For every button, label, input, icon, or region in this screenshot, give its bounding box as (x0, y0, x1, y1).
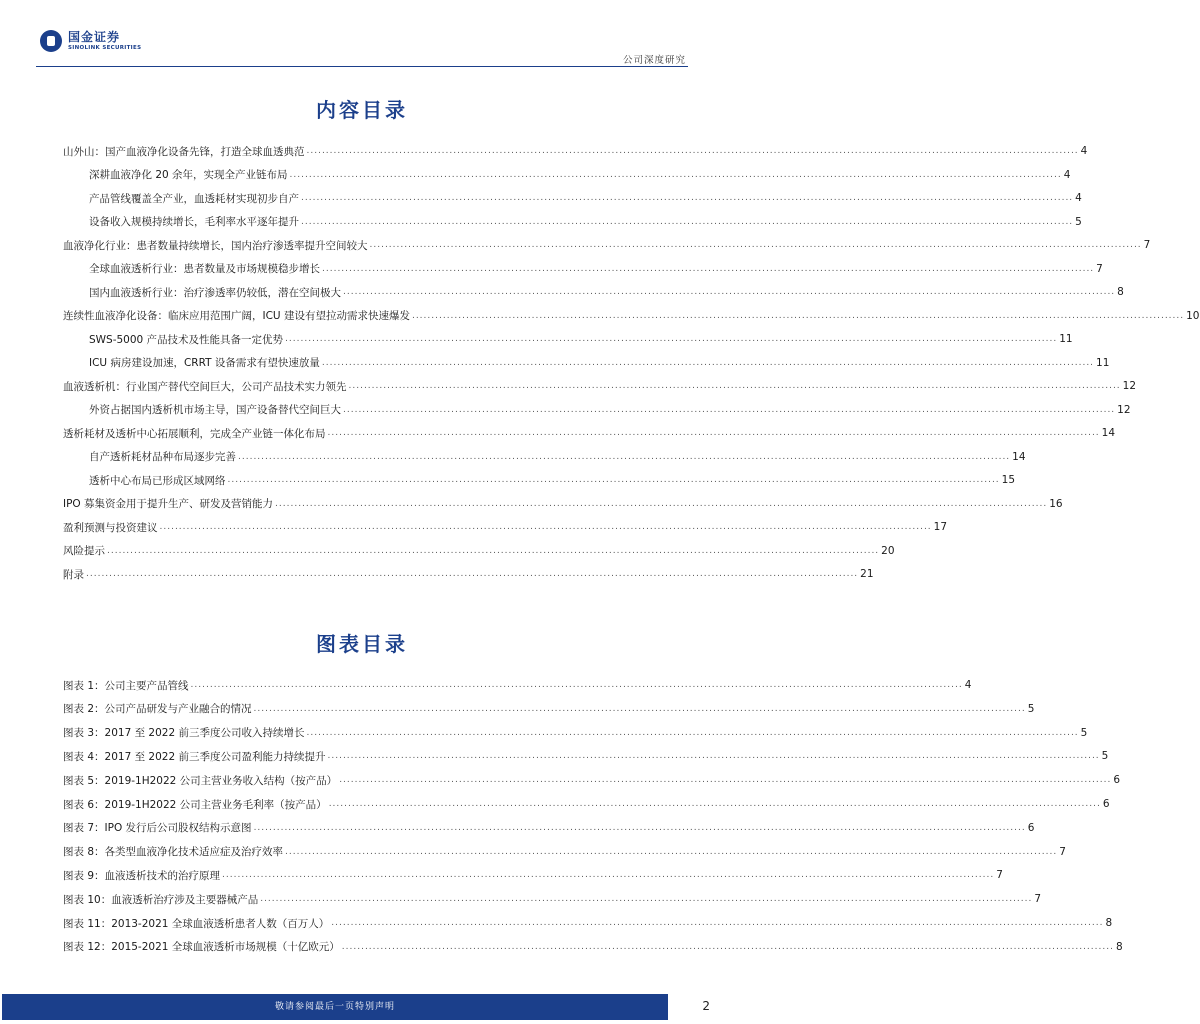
toc-page-number: 4 (1075, 192, 1082, 204)
figure-label: 图表 9： (63, 869, 105, 882)
toc-entry[interactable] (0, 141, 1088, 161)
figure-label: 图表 7： (63, 822, 105, 835)
figure-page-number: 6 (1027, 821, 1035, 834)
toc-entry[interactable] (0, 541, 895, 561)
figure-entry-text: 血液透析技术的治疗原理 (104, 869, 221, 882)
toc-page-number: 15 (1001, 474, 1016, 486)
toc-entry-text: 透析中心布局已形成区域网络 (89, 474, 226, 487)
figure-leader-dots: ........................................................................................................................................................................................................ (341, 941, 1114, 952)
page-footer (0, 994, 724, 1024)
figure-label: 图表 10： (63, 893, 112, 906)
footer-disclaimer: 敬请参阅最后一页特别声明 (2, 994, 668, 1020)
toc-subentry[interactable] (0, 447, 1026, 467)
figure-page-number: 6 (1102, 798, 1110, 810)
toc-page-number: 21 (860, 568, 874, 580)
figure-entry-text: 2013-2021 全球血液透析患者人数（百万人） (111, 917, 330, 930)
toc-page-number: 12 (1122, 380, 1137, 392)
toc-entry[interactable] (0, 423, 1116, 443)
figure-page-number: 7 (996, 869, 1003, 882)
figure-page-number: 4 (964, 679, 972, 691)
toc-page-number: 14 (1101, 427, 1116, 439)
figure-page-number: 7 (1034, 893, 1042, 906)
figure-page-number: 5 (1080, 726, 1088, 739)
figure-entry-text: IPO 发行后公司股权结构示意图 (104, 822, 252, 835)
figure-page-number: 8 (1105, 917, 1113, 929)
figure-leader-dots: ........................................................................................................................................................................................................ (260, 894, 1033, 905)
figure-entry-text: 公司主要产品管线 (104, 679, 189, 692)
figure-entry-text: 血液透析治疗涉及主要器械产品 (111, 893, 259, 906)
toc-subentry[interactable] (0, 282, 1124, 302)
toc-entry[interactable] (0, 306, 1200, 326)
figure-page-number: 6 (1113, 774, 1121, 787)
toc-page-number: 20 (881, 544, 895, 557)
figure-entry-text: 2017 至 2022 前三季度公司收入持续增长 (104, 727, 305, 740)
toc-leader-dots: ........................................................................................................................................................................................................ (159, 522, 932, 532)
figure-leader-dots: ........................................................................................................................................................................................................ (306, 727, 1079, 738)
figure-label: 图表 6： (63, 798, 105, 811)
figure-leader-dots: ........................................................................................................................................................................................................ (253, 703, 1026, 714)
toc-entry[interactable] (0, 564, 874, 584)
header-divider (36, 66, 688, 67)
toc-leader-dots: ........................................................................................................................................................................................................ (327, 428, 1100, 438)
toc-subentry[interactable] (0, 212, 1082, 232)
toc-leader-dots: ........................................................................................................................................................................................................ (306, 146, 1079, 156)
toc-subentry[interactable] (0, 188, 1082, 208)
figure-entry[interactable] (0, 913, 1113, 933)
toc-page-number: 7 (1096, 262, 1103, 275)
toc-entry-text: 设备收入规模持续增长，毛利率水平逐年提升 (89, 216, 299, 228)
toc-page-number: 11 (1096, 356, 1110, 369)
figure-page-number: 7 (1059, 845, 1066, 858)
figure-entry[interactable] (0, 865, 1003, 885)
page-header (0, 0, 724, 68)
figure-label: 图表 5： (63, 774, 105, 787)
figure-leader-dots: ........................................................................................................................................................................................................ (339, 775, 1112, 786)
toc-subentry[interactable] (0, 470, 1016, 490)
toc-page-number: 5 (1075, 215, 1082, 228)
toc-leader-dots: ........................................................................................................................................................................................................ (238, 451, 1011, 462)
toc-leader-dots: ........................................................................................................................................................................................................ (369, 240, 1142, 250)
toc-leader-dots: ........................................................................................................................................................................................................ (285, 334, 1058, 344)
toc-leader-dots: ........................................................................................................................................................................................................ (107, 545, 880, 556)
page-number: 2 (702, 999, 710, 1013)
toc-page-number: 10 (1186, 309, 1200, 322)
toc-entry-text: 附录 (63, 568, 84, 581)
figure-entry[interactable] (0, 889, 1042, 909)
toc-leader-dots: ........................................................................................................................................................................................................ (411, 310, 1185, 321)
figure-entry[interactable] (0, 794, 1110, 814)
toc-page-number: 12 (1117, 403, 1131, 416)
figure-label: 图表 2： (63, 703, 105, 716)
figure-page-number: 5 (1027, 702, 1035, 715)
toc-entry[interactable] (0, 235, 1151, 255)
toc-leader-dots: ........................................................................................................................................................................................................ (289, 169, 1062, 180)
toc-leader-dots: ........................................................................................................................................................................................................ (348, 381, 1121, 391)
toc-page-number: 7 (1143, 239, 1151, 251)
figure-page-number: 5 (1101, 750, 1109, 763)
toc-entry-text: 深耕血液净化 20 余年，实现全产业链布局 (89, 169, 288, 181)
toc-entry-text: SWS-5000 产品技术及性能具备一定优势 (89, 333, 284, 346)
toc-entry[interactable] (0, 376, 1137, 396)
toc-entry-text: 山外山：国产血液净化设备先锋，打造全球血透典范 (63, 145, 305, 158)
figure-leader-dots: ........................................................................................................................................................................................................ (331, 918, 1104, 928)
toc-subentry[interactable] (0, 329, 1073, 349)
toc-entry-text: 国内血液透析行业：治疗渗透率仍较低，潜在空间极大 (89, 286, 341, 299)
figure-leader-dots: ........................................................................................................................................................................................................ (327, 751, 1100, 762)
figure-entry[interactable] (0, 937, 1123, 957)
company-logo (40, 30, 141, 52)
figure-entry-text: 2019-1H2022 公司主营业务收入结构（按产品） (104, 774, 338, 787)
toc-page-number: 8 (1117, 286, 1124, 298)
toc-leader-dots: ........................................................................................................................................................................................................ (301, 193, 1074, 203)
figure-label: 图表 3： (63, 727, 105, 740)
figure-leader-dots: ........................................................................................................................................................................................................ (328, 799, 1101, 809)
figure-label: 图表 8： (63, 846, 105, 859)
toc-title: 内容目录 (316, 98, 408, 122)
toc-leader-dots: ........................................................................................................................................................................................................ (343, 404, 1116, 415)
figure-leader-dots: ........................................................................................................................................................................................................ (222, 870, 995, 881)
toc-leader-dots: ........................................................................................................................................................................................................ (275, 498, 1048, 509)
figure-leader-dots: ........................................................................................................................................................................................................ (285, 846, 1058, 857)
toc-leader-dots: ........................................................................................................................................................................................................ (322, 263, 1095, 274)
toc-entry-text: 产品管线覆盖全产业，血透耗材实现初步自产 (89, 192, 299, 205)
toc-leader-dots: ........................................................................................................................................................................................................ (227, 475, 1000, 485)
toc-subentry[interactable] (0, 165, 1071, 185)
toc-entry-text: 透析耗材及透析中心拓展顺利，完成全产业链一体化布局 (63, 427, 326, 440)
figure-entry-text: 2019-1H2022 公司主营业务毛利率（按产品） (104, 798, 327, 811)
figure-entry[interactable] (0, 746, 1109, 766)
toc-entry-text: 风险提示 (63, 545, 105, 557)
toc-page-number: 4 (1063, 168, 1071, 181)
toc-page-number: 11 (1059, 333, 1073, 345)
figure-leader-dots: ........................................................................................................................................................................................................ (190, 680, 963, 690)
figure-page-number: 8 (1115, 940, 1123, 953)
toc-entry-text: 血液透析机：行业国产替代空间巨大，公司产品技术实力领先 (63, 380, 347, 393)
figure-entry-text: 公司产品研发与产业融合的情况 (104, 703, 252, 716)
figure-entry[interactable] (0, 842, 1066, 862)
figure-entry[interactable] (0, 699, 1035, 719)
toc-entry-text: 自产透析耗材品种布局逐步完善 (89, 451, 236, 463)
figure-entry[interactable] (0, 818, 1035, 838)
toc-entry[interactable] (0, 517, 948, 537)
figure-label: 图表 4： (63, 750, 105, 763)
figure-entry-text: 2017 至 2022 前三季度公司盈利能力持续提升 (104, 750, 326, 763)
toc-page-number: 16 (1049, 497, 1063, 510)
figure-entry[interactable] (0, 723, 1088, 743)
figure-entry-text: 各类型血液净化技术适应症及治疗效率 (104, 846, 284, 859)
toc-entry-text: 连续性血液净化设备：临床应用范围广阔，ICU 建设有望拉动需求快速爆发 (63, 310, 410, 322)
toc-page-number: 4 (1080, 145, 1088, 157)
toc-subentry[interactable] (0, 400, 1131, 420)
toc-entry-text: 全球血液透析行业：患者数量及市场规模稳步增长 (89, 263, 320, 275)
figure-entry-text: 2015-2021 全球血液透析市场规模（十亿欧元） (111, 941, 340, 954)
toc-leader-dots: ........................................................................................................................................................................................................ (86, 569, 859, 579)
figure-list-title: 图表目录 (316, 632, 408, 656)
toc-page-number: 14 (1012, 450, 1026, 463)
toc-leader-dots: ........................................................................................................................................................................................................ (343, 287, 1116, 297)
figure-label: 图表 12： (63, 941, 112, 954)
figure-leader-dots: ........................................................................................................................................................................................................ (253, 822, 1026, 833)
logo-name-cn: 国金证券 (68, 29, 121, 44)
toc-entry-text: 血液净化行业：患者数量持续增长，国内治疗渗透率提升空间较大 (63, 239, 368, 252)
toc-entry[interactable] (0, 494, 1063, 514)
logo-name-en: SINOLINK SECURITIES (68, 44, 142, 51)
toc-leader-dots: ........................................................................................................................................................................................................ (301, 216, 1074, 227)
figure-label: 图表 11： (63, 917, 112, 930)
toc-leader-dots: ........................................................................................................................................................................................................ (321, 357, 1095, 368)
toc-entry-text: 外资占据国内透析机市场主导，国产设备替代空间巨大 (89, 404, 341, 416)
report-type: 公司深度研究 (622, 55, 686, 66)
toc-entry-text: ICU 病房建设加速，CRRT 设备需求有望快速放量 (89, 357, 320, 369)
figure-entry[interactable] (0, 675, 972, 695)
toc-subentry[interactable] (0, 259, 1103, 279)
toc-entry-text: 盈利预测与投资建议 (63, 521, 158, 534)
toc-entry-text: IPO 募集资金用于提升生产、研发及营销能力 (63, 498, 274, 510)
figure-entry[interactable] (0, 770, 1121, 790)
toc-page-number: 17 (933, 521, 948, 533)
logo-icon (40, 30, 62, 52)
figure-label: 图表 1： (63, 679, 105, 692)
toc-subentry[interactable] (0, 353, 1110, 373)
